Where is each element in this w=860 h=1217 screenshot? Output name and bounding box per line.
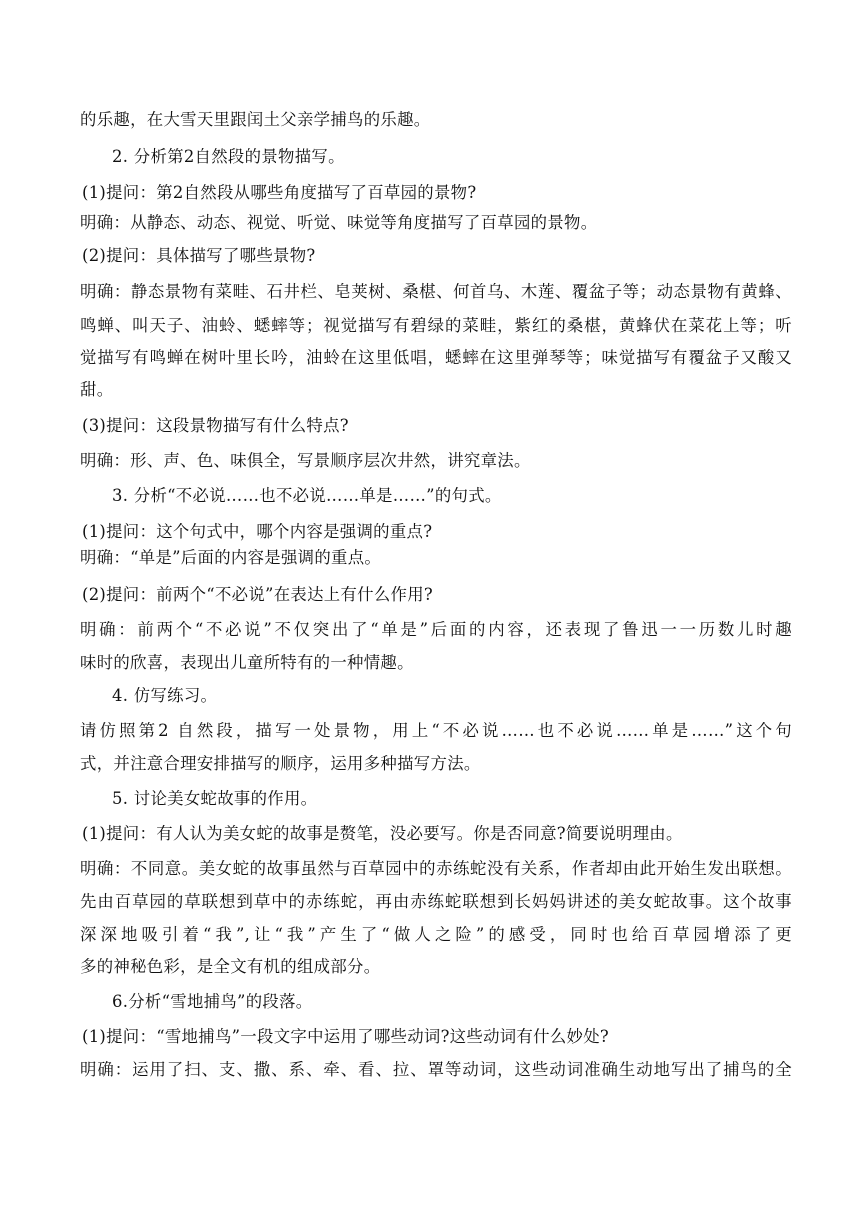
answer: 鸣蝉、叫天子、油蛉、蟋蟀等；视觉描写有碧绿的菜畦，紫红的桑椹，黄蜂伏在菜花上等；听: [80, 316, 792, 335]
answer: 明确：静态景物有菜畦、石井栏、皂荚树、桑椹、何首乌、木莲、覆盆子等；动态景物有黄蜂、: [80, 282, 792, 301]
section-heading: 2. 分析第2自然段的景物描写。: [112, 147, 345, 166]
answer: 明确：形、声、色、味俱全，写景顺序层次井然，讲究章法。: [80, 451, 531, 470]
answer: 甜。: [80, 380, 114, 399]
question: (2)提问：具体描写了哪些景物?: [82, 246, 316, 265]
answer: 明确：“单是”后面的内容是强调的重点。: [80, 548, 382, 567]
question: (1)提问：“雪地捕鸟”一段文字中运用了哪些动词?这些动词有什么妙处?: [82, 1027, 609, 1046]
section-heading: 5. 讨论美女蛇故事的作用。: [112, 789, 318, 808]
answer: 觉描写有鸣蝉在树叶里长吟，油蛉在这里低唱，蟋蟀在这里弹琴等；味觉描写有覆盆子又酸又: [80, 348, 792, 367]
question: (1)提问：这个句式中，哪个内容是强调的重点?: [82, 522, 433, 541]
answer: 味时的欣喜，表现出儿童所特有的一种情趣。: [80, 653, 414, 672]
answer: 明确：不同意。美女蛇的故事虽然与百草园中的赤练蛇没有关系，作者却由此开始生发出联想。: [80, 859, 792, 878]
question: (1)提问：有人认为美女蛇的故事是赘笔，没必要写。你是否同意?简要说明理由。: [82, 824, 683, 843]
text-line: 的乐趣，在大雪天里跟闰土父亲学捕鸟的乐趣。: [80, 110, 431, 129]
question: (2)提问：前两个“不必说”在表达上有什么作用?: [82, 585, 433, 604]
answer: 明确：前两个“不必说”不仅突出了“单是”后面的内容，还表现了鲁迅一一历数儿时趣: [80, 620, 792, 639]
question: (1)提问：第2自然段从哪些角度描写了百草园的景物?: [82, 183, 477, 202]
text-line: 式，并注意合理安排描写的顺序，运用多种描写方法。: [80, 754, 481, 773]
answer: 先由百草园的草联想到草中的赤练蛇，再由赤练蛇联想到长妈妈讲述的美女蛇故事。这个故事: [80, 892, 792, 911]
question: (3)提问：这段景物描写有什么特点?: [82, 416, 349, 435]
answer: 明确：从静态、动态、视觉、听觉、味觉等角度描写了百草园的景物。: [80, 213, 598, 232]
answer: 明确：运用了扫、支、撒、系、牵、看、拉、罩等动词，这些动词准确生动地写出了捕鸟的全: [80, 1060, 792, 1079]
section-heading: 6.分析“雪地捕鸟”的段落。: [112, 992, 313, 1011]
section-heading: 3. 分析“不必说……也不必说……单是……”的句式。: [112, 486, 502, 505]
answer: 深深地吸引着“我”,让“我”产生了“做人之险”的感受，同时也给百草园增添了更: [80, 925, 792, 944]
answer: 多的神秘色彩，是全文有机的组成部分。: [80, 957, 381, 976]
text-line: 请仿照第2 自然段，描写一处景物，用上“不必说……也不必说……单是……”这个句: [80, 721, 792, 740]
section-heading: 4. 仿写练习。: [112, 686, 218, 705]
